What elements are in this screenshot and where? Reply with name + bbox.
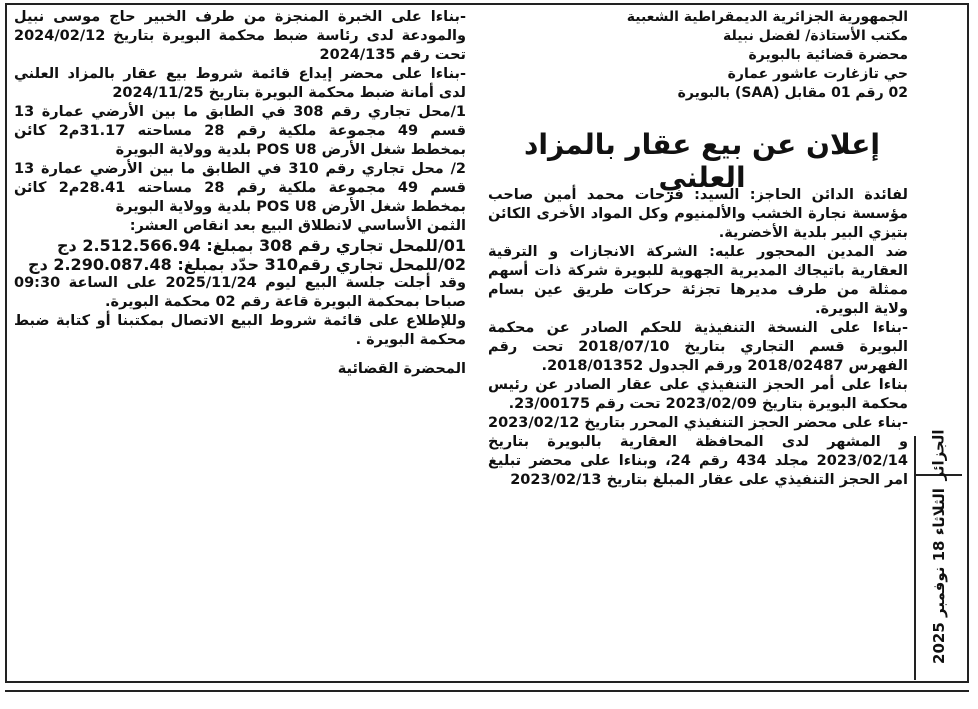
- paragraph-expertise: -بناءا على الخبرة المنجزة من طرف الخبير حاج موسى نبيل والمودعة لدى رئاسة ضبط محكمة البويرة بتاريخ 2024/02/12 تحت رقم 2024/135: [14, 9, 466, 63]
- paragraph-property-2: 2/ محل تجاري رقم 310 في الطابق ما بين الأرضي عمارة 13 قسم 49 مجموعة ملكية رقم 28 مساحته 28.41م2 كائن بمخطط شغل الأرض POS U8 بلدية وولاية البويرة: [14, 161, 467, 215]
- paragraph-seizure-report: -بناء على محضر الحجز التنفيذي المحرر بتاريخ 2023/02/12 و المشهر لدى المحافظة العقارية بالبويرة بتاريخ 2023/02/14 مجلد 434 رقم 24، وبناءا على محضر تبليغ امر الحجز التنفيذي على عقار المبلغ بتاريخ 2023/02/13: [488, 415, 908, 488]
- bottom-strip: [5, 690, 969, 709]
- paragraph-creditor: لفائدة الدائن الحاجز: السيد: فرحات محمد أمين صاحب مؤسسة نجارة الخشب والألمنيوم وكل المواد الأخرى الكائن بتيزي البير بلدية الأخضرية.: [488, 187, 908, 241]
- paragraph-session: وقد أجلت جلسة البيع ليوم 2025/11/24 على الساعة 09:30 صباحا بمحكمة البويرة قاعة رقم 02 محكمة البويرة.: [14, 275, 466, 310]
- header-line-2: مكتب الأستاذة/ لفضل نبيلة: [722, 28, 908, 44]
- paragraph-property-1: 1/محل تجاري رقم 308 في الطابق ما بين الأرضي عمارة 13 قسم 49 مجموعة ملكية رقم 28 مساحته 31.17م2 كائن بمخطط شغل الأرض POS U8 بلدية وولاية البويرة: [14, 104, 467, 158]
- header-line-3: محضرة قضائية بالبويرة: [748, 47, 908, 63]
- signature-line: المحضرة القضائية: [337, 361, 466, 377]
- issue-date-text: الثلاثاء 18 نوفمبر 2025: [930, 488, 948, 664]
- newspaper-logo-text: الجزائر: [930, 429, 948, 481]
- header-line-1: الجمهورية الجزائرية الديمقراطية الشعبية: [626, 9, 908, 25]
- paragraph-contact: وللإطلاع على قائمة شروط البيع الاتصال بمكتبنا أو كتابة ضبط محكمة البويرة .: [14, 313, 466, 348]
- announcement-title: إعلان عن بيع عقار بالمزاد العلني: [524, 128, 880, 194]
- paragraph-seizure-order: بناءا على أمر الحجز التنفيذي على عقار الصادر عن رئيس محكمة البويرة بتاريخ 2023/02/09 تحت رقم 23/00175.: [488, 377, 908, 412]
- issue-date: [916, 476, 962, 676]
- right-column: [488, 186, 908, 490]
- bailiff-header: [600, 8, 908, 103]
- price-item-2: 02/للمحل تجاري رقم310 حدّد بمبلغ: 2.290.087.48 دج: [28, 255, 466, 274]
- header-line-4: حي تازغارت عاشور عمارة: [727, 66, 908, 82]
- newspaper-side-strip: [914, 429, 962, 680]
- price-item-1: 01/للمحل تجاري رقم 308 بمبلغ: 2.512.566.94 دج: [57, 236, 466, 255]
- left-column: [14, 8, 466, 379]
- paragraph-conditions: -بناءا على محضر إيداع قائمة شروط بيع عقار بالمزاد العلني لدى أمانة ضبط محكمة البويرة بتاريخ 2024/11/25: [14, 66, 466, 101]
- paragraph-debtor: ضد المدين المحجور عليه: الشركة الانجازات و الترقية العقارية باتيجاك المديرية الجهوية للبويرة شركة ذات أسهم ممثلة من طرف مديرها تجزئة حركات طريق عين بسام ولاية البويرة.: [488, 244, 908, 317]
- header-line-5: 02 رقم 01 مقابل (SAA) بالبويرة: [677, 85, 908, 101]
- newspaper-logo: [916, 429, 962, 481]
- paragraph-judgment: -بناءا على النسخة التنفيذية للحكم الصادر عن محكمة البويرة قسم التجاري بتاريخ 2018/07/10 تحت رقم الفهرس 2018/02487 ورقم الجدول 2018/01352.: [488, 320, 908, 374]
- paragraph-base-price: الثمن الأساسي لانطلاق البيع بعد انقاص العشر:: [129, 218, 466, 234]
